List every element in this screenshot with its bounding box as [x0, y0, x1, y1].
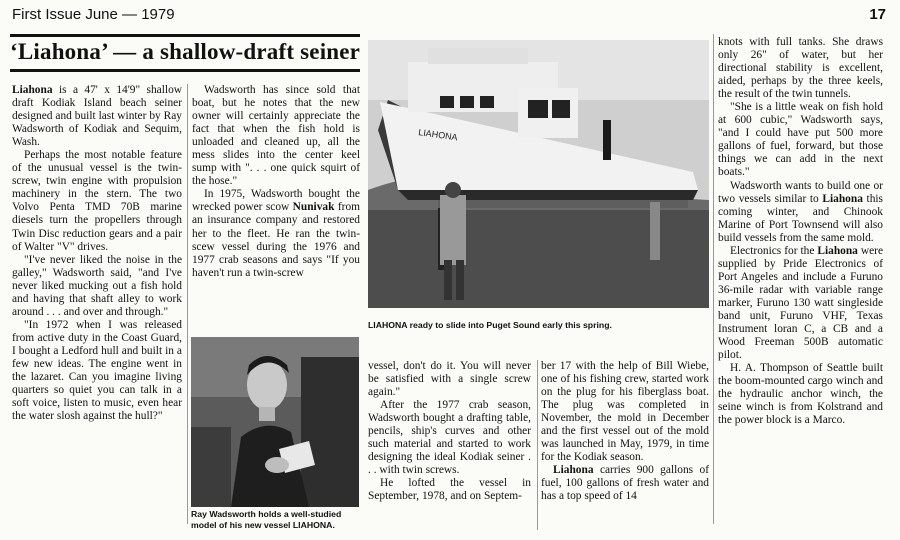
paragraph: He lofted the vessel in September, 1978, and on Septem- [368, 477, 531, 503]
paragraph: vessel, don't do it. You will never be satisfied with a single screw again." [368, 360, 531, 399]
column-5 [718, 36, 883, 427]
column-rule [713, 34, 714, 524]
vessel-name: Liahona [817, 244, 858, 257]
boat-image [368, 40, 709, 308]
paragraph: "She is a little weak on fish hold at 600 cubic," Wadsworth says, "and I could have put 500 more gallons of fuel, forward, but those things we can add in the next boats." [718, 101, 883, 179]
page-header [10, 4, 890, 26]
paragraph: After the 1977 crab season, Wadsworth bought a drafting table, pencils, ship's curves and other such material and started to work designing the ideal Kodiak seiner . . . with twin screws. [368, 399, 531, 477]
boat-photo [368, 40, 709, 308]
paragraph: In 1975, Wadsworth bought the wrecked power scow Nunivak from an insurance company and restored her to the fleet. He ran the twin-scew vessel during the 1976 and 1977 crab seasons and says "If you haven't run a twin-screw [192, 188, 360, 279]
paragraph: Perhaps the most notable feature of the unusual vessel is the twin-screw, twin engine with propulsion machinery in the stern. The two Volvo Penta TMD 70B marine diesels turn the propellers through Twin Disc reduction gears and a pair of Walter "V" drives. [12, 149, 182, 253]
boat-caption: LIAHONA ready to slide into Puget Sound early this spring. [368, 320, 612, 330]
hull-lettering: LIAHONA [417, 127, 459, 143]
paragraph: Electronics for the Liahona were supplied by Pride Electronics of Port Angeles and include a Furuno 36-mile radar with variable range marker, Furuno 130 watt singleside band unit, Furuno VHF, Texas Instrument loran C, a CB and a Wood Freeman 500B automatic pilot. [718, 244, 883, 362]
paragraph: Wadsworth has since sold that boat, but he notes that the new owner will certainly appreciate the fact that when the fish hold is unloaded and cleaned up, all the mess slides into the center keel sump with ". . . one quick squirt of the hose." [192, 84, 360, 188]
paragraph: "In 1972 when I was released from active duty in the Coast Guard, I bought a Ledford hull and built in a few new ideas. The engine went in the lazaret. Can you imagine living quarters so quiet you can talk in a soft voice, listen to music, even hear the water slosh against the hull?" [12, 318, 182, 423]
paragraph: ber 17 with the help of Bill Wiebe, one of his fishing crew, started work on the plug for his fiberglass boat. The plug was completed in November, the mold in December and the first vessel out of the mold was launched in May, 1979, in time for the Kodiak season. [541, 360, 709, 464]
page-number: 17 [869, 6, 886, 23]
paragraph: "I've never liked the noise in the galley," Wadsworth said, "and I've never liked mucking out a fish hold and having that shaft alley to work around . . . and over and through." [12, 253, 182, 318]
portrait-image [191, 337, 359, 507]
paragraph: Liahona is a 47' x 14'9" shallow draft Kodiak Island beach seiner designed and built last winter by Ray Wadsworth of Kodiak and Sequim, Wash. [12, 84, 182, 149]
column-rule [187, 84, 188, 524]
article-title: ‘Liahona’ — a shallow-draft seiner [10, 34, 360, 72]
vessel-name: Nunivak [292, 201, 335, 214]
column-1 [12, 84, 182, 423]
paragraph: knots with full tanks. She draws only 26" of water, but her directional stability is excellent, aided, perhaps by the three keels, the result of the twin tunnels. [718, 36, 883, 101]
column-2 [192, 84, 360, 280]
column-3 [368, 360, 531, 504]
vessel-name: Liahona [822, 192, 863, 205]
paragraph: Liahona carries 900 gallons of fuel, 100 gallons of fresh water and has a top speed of 14 [541, 464, 709, 503]
vessel-name: Liahona [553, 464, 594, 477]
portrait-photo [191, 337, 359, 507]
column-4 [541, 360, 709, 504]
paragraph: Wadsworth wants to build one or two vessels similar to Liahona this coming winter, and Chinook Marine of Port Townsend will also build vessels from the same mold. [718, 179, 883, 244]
paragraph: H. A. Thompson of Seattle built the boom-mounted cargo winch and the hydraulic anchor winch, the seine winch is from Kolstrand and the power block is a Marco. [718, 362, 883, 427]
portrait-caption: Ray Wadsworth holds a well-studied model of his new vessel LIAHONA. [191, 509, 342, 530]
column-rule [537, 360, 538, 530]
vessel-name: Liahona [12, 84, 53, 96]
issue-label: First Issue June — 1979 [12, 6, 175, 23]
